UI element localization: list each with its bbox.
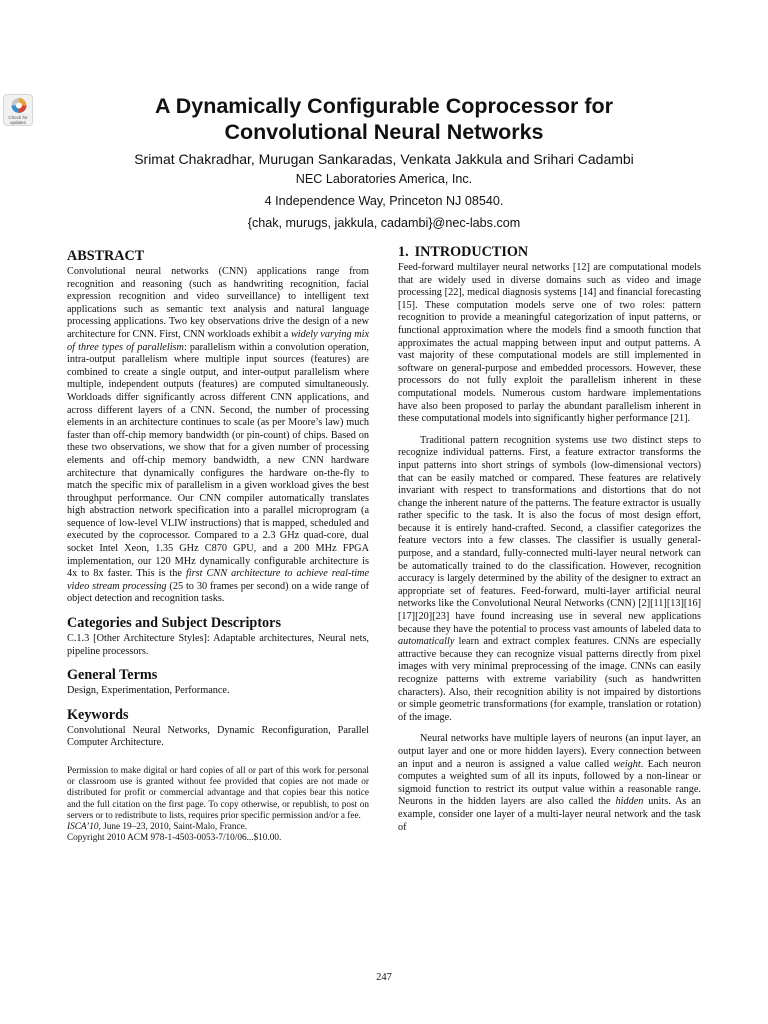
left-column	[67, 248, 369, 844]
page-number: 247	[376, 972, 392, 983]
categories-text: C.1.3 [Other Architecture Styles]: Adaptable architectures, Neural nets, pipeline processors.	[67, 633, 369, 657]
badge-label: Check for updates	[8, 115, 28, 125]
title-line-1: A Dynamically Configurable Coprocessor for	[155, 94, 613, 118]
permission-notice	[67, 766, 369, 844]
introduction-heading: 1. INTRODUCTION	[398, 244, 529, 260]
affiliation: NEC Laboratories America, Inc.	[295, 172, 473, 186]
permission-text: Permission to make digital or hard copies of all or part of this work for personal or classroom use is granted without fee provided that copies are not made or distributed for profit or commercial advantage and that copies bear this notice and the full citation on the first page. To copy otherwise, or republish, to post on servers or to redistribute to lists, requires prior specific permission and/or a fee.	[67, 766, 369, 821]
keywords-heading: Keywords	[67, 706, 129, 723]
general-terms-heading: General Terms	[67, 667, 158, 684]
abstract-text: Convolutional neural networks (CNN) applications range from recognition and reasoning (such as handwriting recognition, facial expression recognition and video surveillance) to intelligent text applications such as semantic text analysis and natural language processing applications. Two key observations drive the design of a new architecture for CNN. First, CNN workloads exhibit a widely varying mix of three types of parallelism: parallelism within a convolution operation, intra-output parallelism where multiple input sources (features) are combined to create a single output, and inter-output parallelism where multiple, independent outputs (features) are computed simultaneously. Workloads differ significantly across different CNN applications, and across different layers of a CNN. Second, the number of processing elements in an architecture continues to scale (as per Moore’s law) much faster than off-chip memory bandwidth (or pin-count) of chips. Based on these two observations, we show that for a given number of processing elements and off-chip memory bandwidth, a new CNN hardware architecture that dynamically configures the hardware on-the-fly to match the specific mix of parallelism in a given workload gives the best throughput performance. Our CNN compiler automatically translates high abstraction network specification into a parallel microprogram (a sequence of low-level VLIW instructions) that is mapped, scheduled and executed by the coprocessor. Compared to a 2.3 GHz quad-core, dual socket Intel Xeon, 1.35 GHz C870 GPU, and a 200 MHz FPGA implementation, our 120 MHz dynamically configurable architecture is 4x to 8x faster. This is the first CNN architecture to achieve real-time video stream processing (25 to 30 frames per second) on a wide range of object detection and recognition tasks.	[67, 266, 369, 605]
categories-heading: Categories and Subject Descriptors	[67, 615, 281, 632]
general-terms-text: Design, Experimentation, Performance.	[67, 685, 230, 697]
copyright-line: Copyright 2010 ACM 978-1-4503-0053-7/10/06...$10.00.	[67, 833, 282, 844]
intro-paragraph-3: Neural networks have multiple layers of neurons (an input layer, an output layer and one or more hidden layers). Every connection between an input and a neuron is assigned a value called weight. Each neuron computes a weighted sum of all its inputs, followed by a non-linear or sigmoid function to restrict its output value within a reasonable range. Neurons in the hidden layers are also called the hidden units. As an example, consider one layer of a multi-layer neural network and the task of	[398, 733, 702, 833]
paper-header	[0, 93, 768, 231]
paper-title	[0, 93, 768, 145]
authors: Srimat Chakradhar, Murugan Sankaradas, Venkata Jakkula and Srihari Cadambi	[134, 151, 634, 167]
right-column	[398, 244, 701, 834]
emails: {chak, murugs, jakkula, cadambi}@nec-labs.com	[247, 216, 521, 230]
address: 4 Independence Way, Princeton NJ 08540.	[264, 194, 504, 208]
intro-paragraph-1: Feed-forward multilayer neural networks [12] are computational models that are widely used in diverse domains such as video and image processing [22], medical diagnosis systems [14] and financial forecasting [15]. These computation models serve one of two roles: pattern recognition to provide a meaningful categorization of input patterns, or functional approximation where the models find a smooth function that approximates the actual mapping between input and output patterns. A vast majority of these computational models are still implemented in software on general-purpose and embedded processors. However, these processors do not fully exploit the parallelism inherent in these computational models. Numerous custom hardware implementations have also been proposed to parlay the abundant parallelism inherent in these computational models into significantly higher performance [21].	[398, 262, 701, 425]
venue-line: ISCA’10, June 19–23, 2010, Saint-Malo, France.	[67, 822, 248, 833]
abstract-heading: ABSTRACT	[67, 248, 145, 264]
title-line-2: Convolutional Neural Networks	[224, 120, 544, 144]
intro-paragraph-2: Traditional pattern recognition systems use two distinct steps to recognize individual patterns. First, a feature extractor transforms the input patterns into short strings of symbols (low-dimensional vectors) that can be easily matched or compared. These features are relatively invariant with respect to transformations and distortions that do not change the inherent nature of the patterns. The feature extractor is usually rather specific to the task. It is also the focus of most design effort, because it is entirely hand-crafted. Second, a classifier categorizes the feature vectors into a few classes. The classifier is usually general-purpose, and a standard, fully-connected multi-layer neural network can be automatically trained to do the classification. However, recognition accuracy is largely determined by the ability of the designer to extract an appropriate set of features. Feed-forward, multi-layer artificial neural networks like the Convolutional Neural Networks (CNN) [2][11][13][16][17][20][23] have found increasing use in several new applications because they have the potential to process vast amounts of labeled data to automatically learn and extract complex features. CNNs are especially attractive because they can recognize visual patterns directly from pixel images with very minimal preprocessing of the image. CNNs can easily recognize patterns with extreme variability (such as handwritten characters). Also, their recognition ability is not impaired by distortions or simple geometric transformations (for example, translation or rotation) of the image.	[398, 434, 701, 723]
keywords-text: Convolutional Neural Networks, Dynamic Reconfiguration, Parallel Computer Architecture.	[67, 724, 369, 749]
